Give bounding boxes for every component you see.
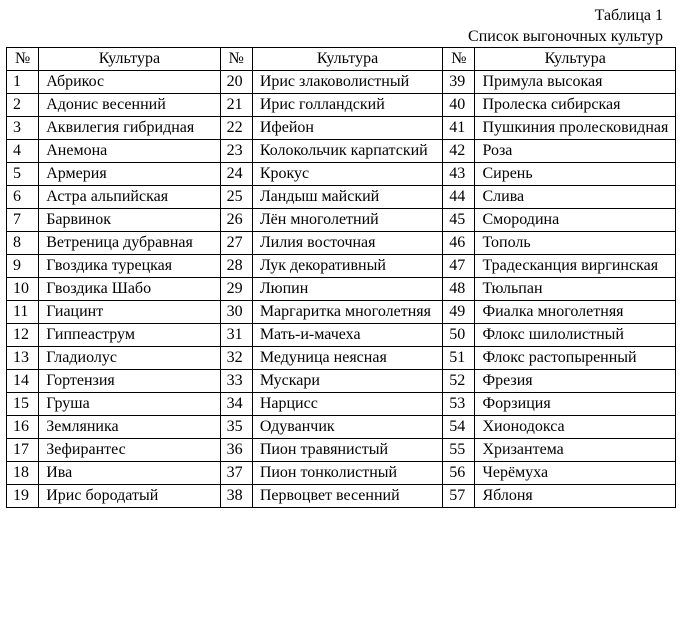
table-row xyxy=(7,140,676,163)
row-number: 43 xyxy=(443,163,475,186)
culture-name: Гиацинт xyxy=(39,301,220,324)
table-row xyxy=(7,416,676,439)
table-row xyxy=(7,278,676,301)
row-number: 24 xyxy=(220,163,252,186)
row-number: 53 xyxy=(443,393,475,416)
table-body xyxy=(7,71,676,508)
header-culture: Культура xyxy=(475,48,676,71)
row-number: 50 xyxy=(443,324,475,347)
culture-name: Фрезия xyxy=(475,370,676,393)
row-number: 52 xyxy=(443,370,475,393)
culture-name: Традесканция виргинская xyxy=(475,255,676,278)
culture-name: Одуванчик xyxy=(252,416,442,439)
row-number: 7 xyxy=(7,209,39,232)
row-number: 28 xyxy=(220,255,252,278)
header-culture: Культура xyxy=(252,48,442,71)
cultures-table xyxy=(6,47,676,508)
row-number: 57 xyxy=(443,485,475,508)
row-number: 54 xyxy=(443,416,475,439)
table-row xyxy=(7,255,676,278)
row-number: 49 xyxy=(443,301,475,324)
row-number: 31 xyxy=(220,324,252,347)
row-number: 10 xyxy=(7,278,39,301)
row-number: 8 xyxy=(7,232,39,255)
header-row xyxy=(7,48,676,71)
row-number: 29 xyxy=(220,278,252,301)
header-number: № xyxy=(7,48,39,71)
table-row xyxy=(7,324,676,347)
table-row xyxy=(7,301,676,324)
culture-name: Армерия xyxy=(39,163,220,186)
culture-name: Лук декоративный xyxy=(252,255,442,278)
row-number: 3 xyxy=(7,117,39,140)
row-number: 39 xyxy=(443,71,475,94)
row-number: 42 xyxy=(443,140,475,163)
row-number: 20 xyxy=(220,71,252,94)
row-number: 1 xyxy=(7,71,39,94)
culture-name: Пион тонколистный xyxy=(252,462,442,485)
table-label: Таблица 1 xyxy=(594,7,663,24)
row-number: 9 xyxy=(7,255,39,278)
table-row xyxy=(7,117,676,140)
row-number: 38 xyxy=(220,485,252,508)
row-number: 22 xyxy=(220,117,252,140)
culture-name: Примула высокая xyxy=(475,71,676,94)
row-number: 13 xyxy=(7,347,39,370)
culture-name: Тюльпан xyxy=(475,278,676,301)
culture-name: Мускари xyxy=(252,370,442,393)
culture-name: Мать-и-мачеха xyxy=(252,324,442,347)
row-number: 27 xyxy=(220,232,252,255)
row-number: 21 xyxy=(220,94,252,117)
row-number: 26 xyxy=(220,209,252,232)
culture-name: Крокус xyxy=(252,163,442,186)
row-number: 16 xyxy=(7,416,39,439)
culture-name: Флокс растопыренный xyxy=(475,347,676,370)
table-row xyxy=(7,94,676,117)
table-row xyxy=(7,393,676,416)
table-row xyxy=(7,209,676,232)
row-number: 12 xyxy=(7,324,39,347)
culture-name: Люпин xyxy=(252,278,442,301)
row-number: 11 xyxy=(7,301,39,324)
culture-name: Тополь xyxy=(475,232,676,255)
row-number: 48 xyxy=(443,278,475,301)
table-row xyxy=(7,163,676,186)
culture-name: Лилия восточная xyxy=(252,232,442,255)
culture-name: Пушкиния пролесковидная xyxy=(475,117,676,140)
header-culture: Культура xyxy=(39,48,220,71)
row-number: 32 xyxy=(220,347,252,370)
culture-name: Первоцвет весенний xyxy=(252,485,442,508)
culture-name: Гладиолус xyxy=(39,347,220,370)
culture-name: Фиалка многолетняя xyxy=(475,301,676,324)
culture-name: Аквилегия гибридная xyxy=(39,117,220,140)
culture-name: Пион травянистый xyxy=(252,439,442,462)
culture-name: Смородина xyxy=(475,209,676,232)
table-row xyxy=(7,439,676,462)
row-number: 41 xyxy=(443,117,475,140)
culture-name: Ландыш майский xyxy=(252,186,442,209)
culture-name: Гвоздика Шабо xyxy=(39,278,220,301)
culture-name: Астра альпийская xyxy=(39,186,220,209)
row-number: 23 xyxy=(220,140,252,163)
row-number: 46 xyxy=(443,232,475,255)
row-number: 19 xyxy=(7,485,39,508)
row-number: 15 xyxy=(7,393,39,416)
table-row xyxy=(7,186,676,209)
table-row xyxy=(7,370,676,393)
table-row xyxy=(7,232,676,255)
row-number: 40 xyxy=(443,94,475,117)
row-number: 56 xyxy=(443,462,475,485)
culture-name: Ива xyxy=(39,462,220,485)
culture-name: Лён многолетний xyxy=(252,209,442,232)
culture-name: Колокольчик карпатский xyxy=(252,140,442,163)
table-row xyxy=(7,462,676,485)
row-number: 33 xyxy=(220,370,252,393)
table-row xyxy=(7,71,676,94)
row-number: 44 xyxy=(443,186,475,209)
culture-name: Адонис весенний xyxy=(39,94,220,117)
culture-name: Анемона xyxy=(39,140,220,163)
row-number: 34 xyxy=(220,393,252,416)
row-number: 25 xyxy=(220,186,252,209)
culture-name: Пролеска сибирская xyxy=(475,94,676,117)
culture-name: Ифейон xyxy=(252,117,442,140)
culture-name: Груша xyxy=(39,393,220,416)
culture-name: Маргаритка многолетняя xyxy=(252,301,442,324)
culture-name: Нарцисс xyxy=(252,393,442,416)
row-number: 37 xyxy=(220,462,252,485)
row-number: 6 xyxy=(7,186,39,209)
culture-name: Ветреница дубравная xyxy=(39,232,220,255)
row-number: 4 xyxy=(7,140,39,163)
culture-name: Гвоздика турецкая xyxy=(39,255,220,278)
header-number: № xyxy=(443,48,475,71)
culture-name: Медуница неясная xyxy=(252,347,442,370)
header-number: № xyxy=(220,48,252,71)
table-row xyxy=(7,485,676,508)
culture-name: Барвинок xyxy=(39,209,220,232)
culture-name: Хризантема xyxy=(475,439,676,462)
row-number: 55 xyxy=(443,439,475,462)
culture-name: Сирень xyxy=(475,163,676,186)
table-title: Список выгоночных культур xyxy=(468,28,663,45)
culture-name: Ирис злаковолистный xyxy=(252,71,442,94)
row-number: 2 xyxy=(7,94,39,117)
culture-name: Роза xyxy=(475,140,676,163)
culture-name: Флокс шилолистный xyxy=(475,324,676,347)
culture-name: Абрикос xyxy=(39,71,220,94)
culture-name: Ирис голландский xyxy=(252,94,442,117)
row-number: 51 xyxy=(443,347,475,370)
table-row xyxy=(7,347,676,370)
row-number: 30 xyxy=(220,301,252,324)
row-number: 5 xyxy=(7,163,39,186)
row-number: 36 xyxy=(220,439,252,462)
row-number: 47 xyxy=(443,255,475,278)
culture-name: Хионодокса xyxy=(475,416,676,439)
culture-name: Зефирантес xyxy=(39,439,220,462)
culture-name: Черёмуха xyxy=(475,462,676,485)
culture-name: Земляника xyxy=(39,416,220,439)
culture-name: Яблоня xyxy=(475,485,676,508)
culture-name: Форзиция xyxy=(475,393,676,416)
row-number: 35 xyxy=(220,416,252,439)
culture-name: Ирис бородатый xyxy=(39,485,220,508)
row-number: 45 xyxy=(443,209,475,232)
culture-name: Гиппеаструм xyxy=(39,324,220,347)
culture-name: Гортензия xyxy=(39,370,220,393)
row-number: 18 xyxy=(7,462,39,485)
row-number: 17 xyxy=(7,439,39,462)
row-number: 14 xyxy=(7,370,39,393)
culture-name: Слива xyxy=(475,186,676,209)
